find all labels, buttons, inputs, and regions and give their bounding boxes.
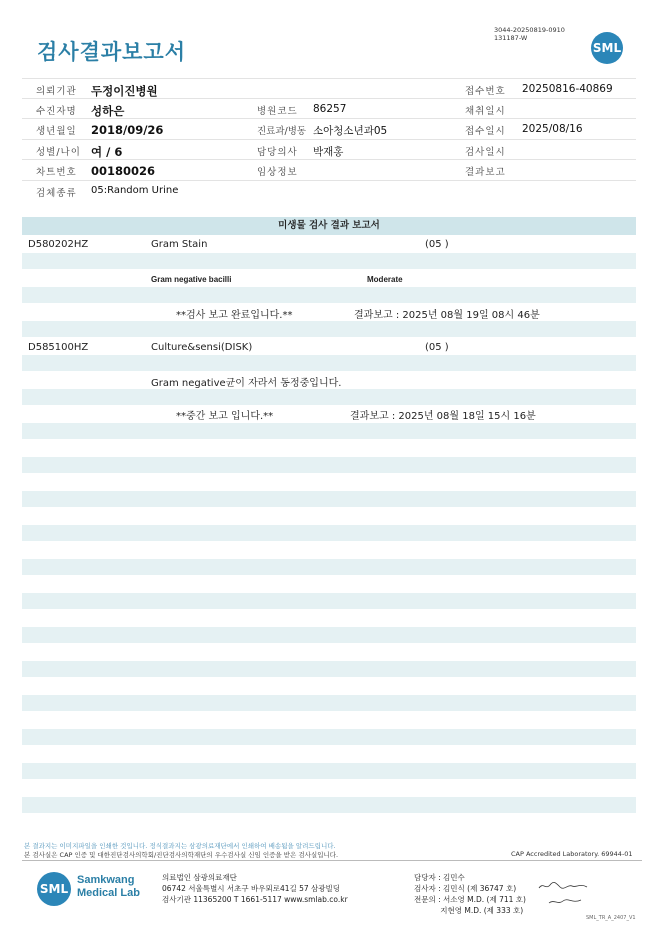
test-status: **검사 보고 완료입니다.** <box>176 310 293 321</box>
cap-accreditation: CAP Accredited Laboratory. 69944-01 <box>511 850 633 858</box>
info-label: 병원코드 <box>257 105 298 117</box>
org-line: 의료법인 삼광의료재단 <box>162 873 237 882</box>
staff-line: 지현영 M.D. (제 333 호) <box>414 906 524 915</box>
staff-info <box>414 872 526 916</box>
results-stripe <box>22 695 636 711</box>
results-stripe <box>22 797 636 813</box>
results-stripe <box>22 355 636 371</box>
test-code: D585100HZ <box>28 342 89 353</box>
patient-info-table <box>22 78 636 201</box>
sml-logo-icon: SML <box>37 872 71 906</box>
info-row <box>22 119 636 140</box>
info-row <box>22 140 636 161</box>
info-label: 성별/나이 <box>36 146 81 158</box>
info-value: 86257 <box>313 102 347 115</box>
test-specimen: (05 ) <box>425 239 449 250</box>
results-stripe <box>22 559 636 575</box>
company-name <box>77 874 140 900</box>
info-label: 결과보고 <box>465 167 506 178</box>
organization-info <box>162 872 348 905</box>
results-stripe <box>22 423 636 439</box>
info-label: 차트번호 <box>36 167 77 178</box>
info-label: 검체종류 <box>36 187 77 199</box>
info-row <box>22 99 636 120</box>
document-number-line-1: 3044-20250819-0910 <box>494 26 565 34</box>
info-value: 두정이진병원 <box>91 84 158 98</box>
results-stripe <box>22 491 636 507</box>
test-report-time: 결과보고 : 2025년 08월 19일 08시 46분 <box>354 310 540 321</box>
test-finding-value: Moderate <box>367 275 403 284</box>
info-row <box>22 78 636 99</box>
test-name: Gram Stain <box>151 239 208 250</box>
info-label: 접수번호 <box>465 86 506 97</box>
results-stripe <box>22 525 636 541</box>
company-name-line-2: Medical Lab <box>77 887 140 899</box>
info-value: 05:Random Urine <box>91 184 179 196</box>
info-label: 채취일시 <box>465 105 506 117</box>
staff-line: 전문의 : 서소영 M.D. (제 711 호) <box>414 895 526 904</box>
results-stripe <box>22 253 636 269</box>
sml-logo-icon: SML <box>591 32 623 64</box>
results-stripe <box>22 457 636 473</box>
form-code: SML_TR_A_2407_V1 <box>586 915 636 921</box>
org-line: 검사기관 11365200 T 1661-5117 www.smlab.co.kr <box>162 895 348 904</box>
results-header: 미생물 검사 결과 보고서 <box>22 217 636 235</box>
image-copy-notice: 본 결과지는 이미지파일을 인쇄한 것입니다. 정식결과지는 삼광의료재단에서 인쇄하여 배송됨을 알려드립니다. <box>24 842 336 850</box>
results-stripe <box>22 593 636 609</box>
info-label: 수진자명 <box>36 105 77 117</box>
info-label: 담당의사 <box>257 146 298 158</box>
info-value: 소아청소년과05 <box>313 125 388 137</box>
footer-divider <box>22 860 642 861</box>
test-finding: Gram negative bacilli <box>151 275 232 284</box>
info-row <box>22 160 636 181</box>
page-title: 검사결과보고서 <box>37 40 187 64</box>
info-value: 2018/09/26 <box>91 123 164 137</box>
document-number <box>494 26 565 42</box>
document-number-line-2: 131187-W <box>494 34 528 42</box>
results-stripe <box>22 321 636 337</box>
results-table <box>22 217 636 837</box>
info-label: 의뢰기관 <box>36 86 77 97</box>
info-value: 여 / 6 <box>91 144 123 159</box>
info-value: 2025/08/16 <box>522 123 583 135</box>
info-label: 진료과/병동 <box>257 126 307 137</box>
test-code: D580202HZ <box>28 239 89 250</box>
results-stripe <box>22 287 636 303</box>
results-stripe <box>22 729 636 745</box>
signature-icon <box>548 897 582 907</box>
test-finding: Gram negative균이 자라서 동정중입니다. <box>151 378 342 389</box>
signature-icon <box>538 881 588 891</box>
info-value: 20250816-40869 <box>522 83 613 95</box>
info-value: 성하은 <box>91 103 125 118</box>
test-name: Culture&sensi(DISK) <box>151 342 253 353</box>
test-specimen: (05 ) <box>425 342 449 353</box>
staff-line: 검사자 : 김민식 (제 36747 호) <box>414 884 517 893</box>
info-label: 생년월일 <box>36 126 77 137</box>
test-report-time: 결과보고 : 2025년 08월 18일 15시 16분 <box>350 411 536 422</box>
org-line: 06742 서울특별시 서초구 바우뫼로41길 57 삼광빌딩 <box>162 884 341 893</box>
company-name-line-1: Samkwang <box>77 874 135 886</box>
results-stripe <box>22 661 636 677</box>
info-label: 검사일시 <box>465 146 506 158</box>
info-value: 박재홍 <box>313 145 344 158</box>
info-label: 임상정보 <box>257 167 298 178</box>
info-value: 00180026 <box>91 164 156 178</box>
results-stripe <box>22 763 636 779</box>
info-label: 접수일시 <box>465 126 506 137</box>
results-stripe <box>22 627 636 643</box>
staff-line: 담당자 : 김민수 <box>414 873 465 882</box>
test-status: **중간 보고 입니다.** <box>176 411 274 422</box>
info-row <box>22 181 636 202</box>
results-stripe <box>22 389 636 405</box>
certification-notice: 본 검사실은 CAP 인증 및 대한진단검사의학회/진단검사의학재단의 우수검사실 신임 인증을 받은 검사실입니다. <box>24 851 339 859</box>
